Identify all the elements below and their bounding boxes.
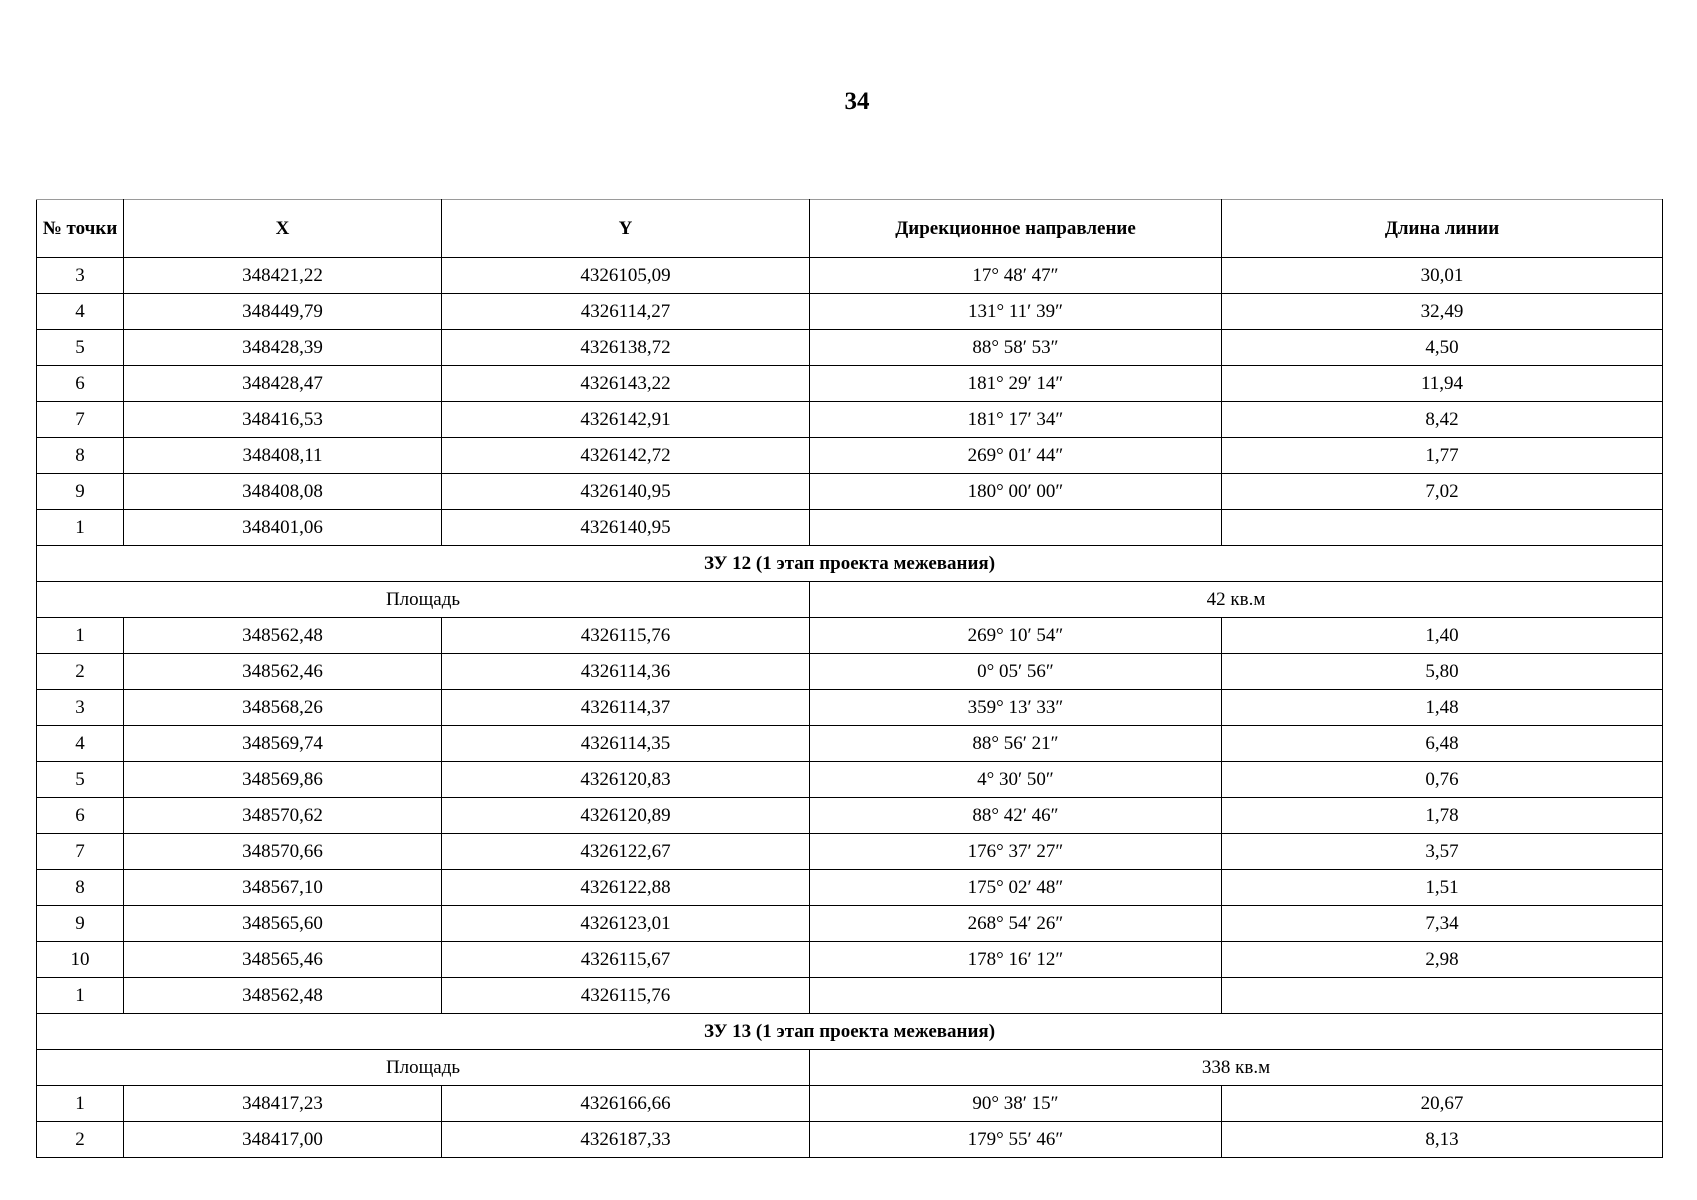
y-value: 4326122,67 [442,834,810,870]
area-label: Площадь [37,582,810,618]
header-y: Y [442,200,810,258]
table-row [37,870,1663,906]
direction-value: 0° 05′ 56″ [810,654,1222,690]
table-row [37,366,1663,402]
x-value: 348562,48 [124,978,442,1014]
direction-value: 88° 42′ 46″ [810,798,1222,834]
point-number: 7 [37,834,124,870]
table-row [37,294,1663,330]
table-row [37,474,1663,510]
x-value: 348569,74 [124,726,442,762]
y-value: 4326114,36 [442,654,810,690]
table-row [37,1086,1663,1122]
table-row [37,654,1663,690]
table-row [37,906,1663,942]
direction-value: 181° 29′ 14″ [810,366,1222,402]
point-number: 7 [37,402,124,438]
direction-value: 90° 38′ 15″ [810,1086,1222,1122]
point-number: 8 [37,438,124,474]
point-number: 2 [37,654,124,690]
length-value: 0,76 [1222,762,1663,798]
table-row [37,510,1663,546]
header-length: Длина линии [1222,200,1663,258]
x-value: 348408,11 [124,438,442,474]
x-value: 348421,22 [124,258,442,294]
y-value: 4326187,33 [442,1122,810,1158]
y-value: 4326115,76 [442,618,810,654]
x-value: 348428,47 [124,366,442,402]
length-value [1222,510,1663,546]
direction-value: 175° 02′ 48″ [810,870,1222,906]
length-value: 8,42 [1222,402,1663,438]
table-header [37,200,1663,258]
header-direction: Дирекционное направление [810,200,1222,258]
area-row [37,1050,1663,1086]
length-value: 20,67 [1222,1086,1663,1122]
length-value: 1,51 [1222,870,1663,906]
header-row [37,200,1663,258]
length-value: 32,49 [1222,294,1663,330]
y-value: 4326120,83 [442,762,810,798]
direction-value: 269° 10′ 54″ [810,618,1222,654]
length-value: 5,80 [1222,654,1663,690]
y-value: 4326105,09 [442,258,810,294]
length-value: 7,34 [1222,906,1663,942]
point-number: 4 [37,726,124,762]
y-value: 4326114,37 [442,690,810,726]
table-row [37,762,1663,798]
point-number: 6 [37,798,124,834]
direction-value: 17° 48′ 47″ [810,258,1222,294]
table-row [37,690,1663,726]
length-value: 7,02 [1222,474,1663,510]
x-value: 348565,46 [124,942,442,978]
x-value: 348408,08 [124,474,442,510]
point-number: 9 [37,906,124,942]
area-row [37,582,1663,618]
length-value: 1,78 [1222,798,1663,834]
x-value: 348417,00 [124,1122,442,1158]
x-value: 348401,06 [124,510,442,546]
length-value: 6,48 [1222,726,1663,762]
y-value: 4326140,95 [442,510,810,546]
x-value: 348449,79 [124,294,442,330]
direction-value: 269° 01′ 44″ [810,438,1222,474]
table-row [37,438,1663,474]
x-value: 348569,86 [124,762,442,798]
y-value: 4326142,91 [442,402,810,438]
direction-value: 181° 17′ 34″ [810,402,1222,438]
header-point-number: № точки [37,200,124,258]
x-value: 348428,39 [124,330,442,366]
direction-value: 4° 30′ 50″ [810,762,1222,798]
length-value: 1,48 [1222,690,1663,726]
x-value: 348565,60 [124,906,442,942]
direction-value: 176° 37′ 27″ [810,834,1222,870]
direction-value: 359° 13′ 33″ [810,690,1222,726]
table-row [37,402,1663,438]
direction-value [810,510,1222,546]
point-number: 4 [37,294,124,330]
y-value: 4326143,22 [442,366,810,402]
table-row [37,798,1663,834]
table-row [37,978,1663,1014]
length-value: 8,13 [1222,1122,1663,1158]
section-title-zu13: ЗУ 13 (1 этап проекта межевания) [37,1014,1663,1050]
table-body [37,258,1663,1158]
point-number: 6 [37,366,124,402]
page-number: 34 [844,88,870,115]
section-title-row [37,1014,1663,1050]
length-value [1222,978,1663,1014]
direction-value: 268° 54′ 26″ [810,906,1222,942]
x-value: 348568,26 [124,690,442,726]
direction-value [810,978,1222,1014]
point-number: 3 [37,690,124,726]
y-value: 4326123,01 [442,906,810,942]
table-row [37,330,1663,366]
x-value: 348562,46 [124,654,442,690]
length-value: 2,98 [1222,942,1663,978]
y-value: 4326138,72 [442,330,810,366]
coordinates-table [36,199,1663,1158]
table-row [37,1122,1663,1158]
table-row [37,258,1663,294]
point-number: 2 [37,1122,124,1158]
point-number: 1 [37,978,124,1014]
direction-value: 178° 16′ 12″ [810,942,1222,978]
section-title-zu12: ЗУ 12 (1 этап проекта межевания) [37,546,1663,582]
x-value: 348416,53 [124,402,442,438]
table-row [37,726,1663,762]
point-number: 10 [37,942,124,978]
length-value: 1,77 [1222,438,1663,474]
x-value: 348417,23 [124,1086,442,1122]
point-number: 5 [37,330,124,366]
point-number: 5 [37,762,124,798]
y-value: 4326115,76 [442,978,810,1014]
direction-value: 180° 00′ 00″ [810,474,1222,510]
point-number: 3 [37,258,124,294]
area-value: 42 кв.м [810,582,1663,618]
length-value: 3,57 [1222,834,1663,870]
area-value: 338 кв.м [810,1050,1663,1086]
length-value: 1,40 [1222,618,1663,654]
point-number: 1 [37,618,124,654]
y-value: 4326120,89 [442,798,810,834]
x-value: 348570,66 [124,834,442,870]
x-value: 348570,62 [124,798,442,834]
y-value: 4326115,67 [442,942,810,978]
length-value: 11,94 [1222,366,1663,402]
x-value: 348562,48 [124,618,442,654]
y-value: 4326114,27 [442,294,810,330]
point-number: 8 [37,870,124,906]
length-value: 30,01 [1222,258,1663,294]
area-label: Площадь [37,1050,810,1086]
y-value: 4326122,88 [442,870,810,906]
x-value: 348567,10 [124,870,442,906]
table-row [37,942,1663,978]
point-number: 9 [37,474,124,510]
section-title-row [37,546,1663,582]
point-number: 1 [37,510,124,546]
direction-value: 88° 56′ 21″ [810,726,1222,762]
table-row [37,834,1663,870]
table-row [37,618,1663,654]
header-x: X [124,200,442,258]
point-number: 1 [37,1086,124,1122]
length-value: 4,50 [1222,330,1663,366]
direction-value: 88° 58′ 53″ [810,330,1222,366]
y-value: 4326140,95 [442,474,810,510]
y-value: 4326114,35 [442,726,810,762]
direction-value: 131° 11′ 39″ [810,294,1222,330]
y-value: 4326166,66 [442,1086,810,1122]
y-value: 4326142,72 [442,438,810,474]
direction-value: 179° 55′ 46″ [810,1122,1222,1158]
